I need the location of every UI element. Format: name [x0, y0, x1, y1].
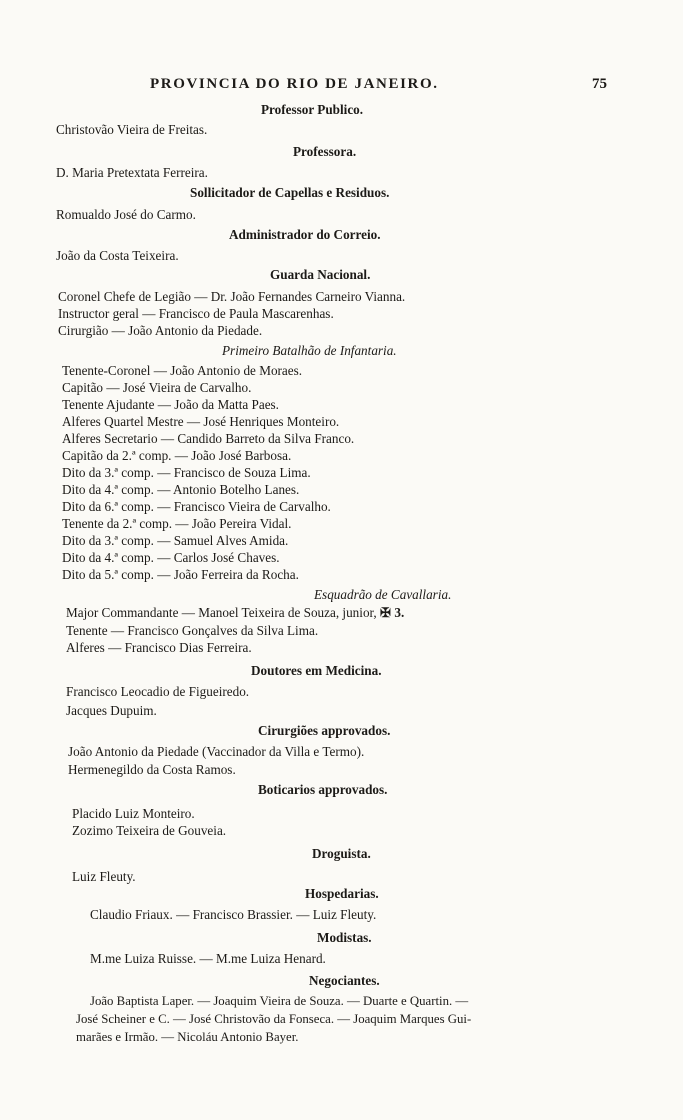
page-header — [0, 76, 683, 96]
entry-line: Alferes Secretario — Candido Barreto da Silva Franco. — [62, 431, 355, 446]
heading-negociantes: Negociantes. — [309, 973, 380, 988]
page-title: PROVINCIA DO RIO DE JANEIRO. — [150, 76, 439, 92]
heading-cirurgioes: Cirurgiões approvados. — [258, 723, 391, 738]
entry-line: Luiz Fleuty. — [72, 869, 136, 884]
entry-line: Dito da 6.ª comp. — Francisco Vieira de Carvalho. — [62, 499, 331, 514]
entry-line: João da Costa Teixeira. — [56, 248, 179, 263]
heading-hospedarias: Hospedarias. — [305, 886, 379, 901]
entry-line: M.me Luiza Ruisse. — M.me Luiza Henard. — [90, 951, 326, 966]
entry-line: Claudio Friaux. — Francisco Brassier. — Luiz Fleuty. — [90, 907, 377, 922]
heading-professor-publico: Professor Publico. — [261, 102, 364, 117]
entry-line: Coronel Chefe de Legião — Dr. João Fernandes Carneiro Vianna. — [58, 289, 406, 304]
entry-line: João Antonio da Piedade (Vaccinador da Villa e Termo). — [68, 744, 365, 759]
entry-line: Dito da 4.ª comp. — Antonio Botelho Lanes. — [62, 482, 300, 497]
entry-line: João Baptista Laper. — Joaquim Vieira de Souza. — Duarte e Quartin. — — [90, 994, 469, 1008]
page-number: 75 — [592, 76, 607, 92]
entry-line: Tenente Ajudante — João da Matta Paes. — [62, 397, 279, 412]
entry-line: Alferes — Francisco Dias Ferreira. — [66, 640, 252, 655]
entry-line: Cirurgião — João Antonio da Piedade. — [58, 323, 263, 338]
heading-modistas: Modistas. — [317, 930, 372, 945]
entry-line: Francisco Leocadio de Figueiredo. — [66, 684, 250, 699]
heading-professora: Professora. — [293, 144, 357, 159]
entry-line: Jacques Dupuim. — [66, 703, 157, 718]
entry-line: Tenente da 2.ª comp. — João Pereira Vidal. — [62, 516, 292, 531]
heading-doutores-medicina: Doutores em Medicina. — [251, 663, 382, 678]
entry-line: Capitão da 2.ª comp. — João José Barbosa. — [62, 448, 292, 463]
entry-line: Placido Luiz Monteiro. — [72, 806, 195, 821]
heading-sollicitador: Sollicitador de Capellas e Residuos. — [190, 185, 390, 200]
entry-line: Tenente-Coronel — João Antonio de Moraes. — [62, 363, 303, 378]
heading-droguista: Droguista. — [312, 846, 371, 861]
order-cross-icon: ✠ 3. — [380, 605, 405, 620]
entry-line: Dito da 3.ª comp. — Francisco de Souza Lima. — [62, 465, 311, 480]
entry-line: Dito da 3.ª comp. — Samuel Alves Amida. — [62, 533, 289, 548]
entry-line: Tenente — Francisco Gonçalves da Silva Lima. — [66, 623, 319, 638]
subheading-batalhao: Primeiro Batalhão de Infantaria. — [222, 343, 397, 358]
heading-administrador-correio: Administrador do Correio. — [229, 227, 381, 242]
heading-guarda-nacional: Guarda Nacional. — [270, 267, 371, 282]
entry-text: Major Commandante — Manoel Teixeira de Souza, junior, — [66, 605, 377, 620]
entry-line — [66, 604, 404, 621]
entry-line: Zozimo Teixeira de Gouveia. — [72, 823, 227, 838]
entry-line: Romualdo José do Carmo. — [56, 207, 196, 222]
entry-line: Capitão — José Vieira de Carvalho. — [62, 380, 252, 395]
entry-line: Dito da 5.ª comp. — João Ferreira da Rocha. — [62, 567, 299, 582]
entry-line: José Scheiner e C. — José Christovão da Fonseca. — Joaquim Marques Gui- — [76, 1012, 472, 1026]
entry-line: marães e Irmão. — Nicoláu Antonio Bayer. — [76, 1030, 299, 1044]
entry-line: D. Maria Pretextata Ferreira. — [56, 165, 208, 180]
heading-boticarios: Boticarios approvados. — [258, 782, 388, 797]
entry-line: Alferes Quartel Mestre — José Henriques Monteiro. — [62, 414, 340, 429]
entry-line: Christovão Vieira de Freitas. — [56, 122, 208, 137]
entry-line: Instructor geral — Francisco de Paula Mascarenhas. — [58, 306, 334, 321]
entry-line: Dito da 4.ª comp. — Carlos José Chaves. — [62, 550, 280, 565]
entry-line: Hermenegildo da Costa Ramos. — [68, 762, 236, 777]
subheading-esquadrao: Esquadrão de Cavallaria. — [314, 587, 452, 602]
